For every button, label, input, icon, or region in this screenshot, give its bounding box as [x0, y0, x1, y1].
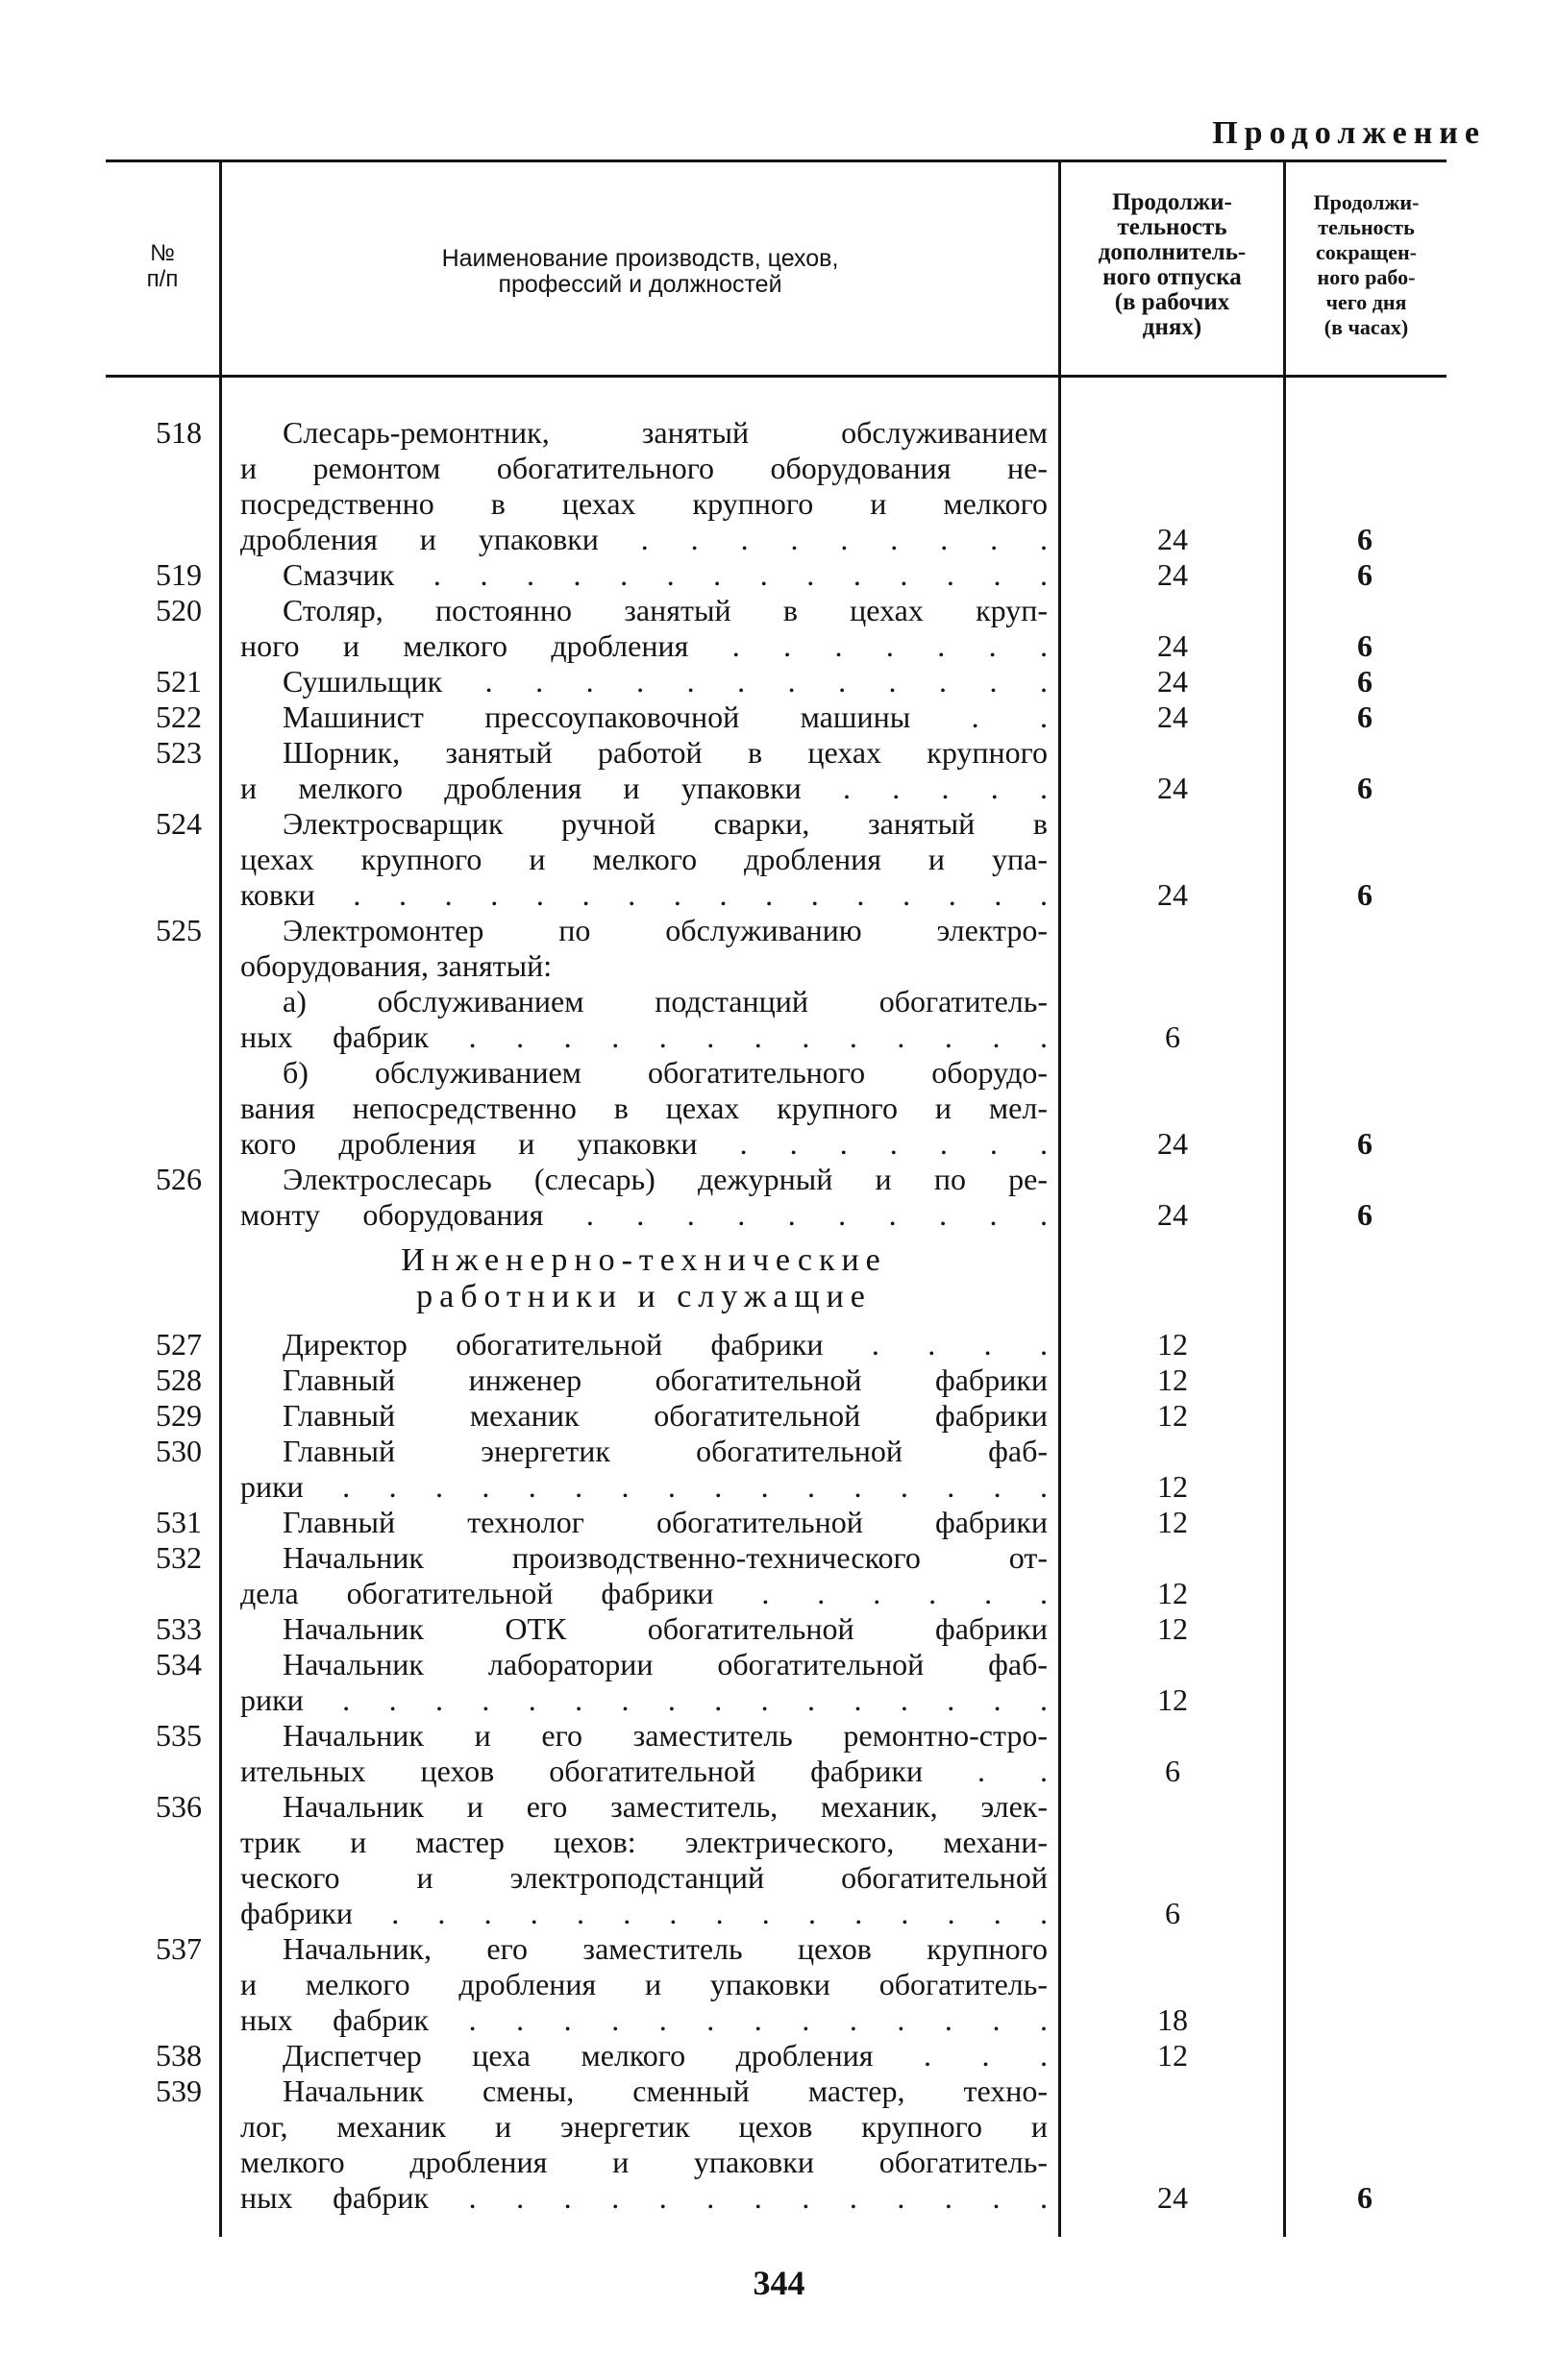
continuation-label: Продолжение [1212, 115, 1486, 151]
leave-days: 24 [1157, 628, 1188, 663]
description-line: Начальник производственно-технического от- [283, 1540, 1048, 1575]
description-line: Главный энергетик обогатительной фаб- [283, 1434, 1048, 1468]
description-line: Сушильщик . . . . . . . . . . . . [283, 664, 1048, 699]
row-number: 520 [156, 593, 202, 627]
row-description [240, 1162, 1048, 1233]
header-bottom-rule [106, 375, 1447, 378]
header-name-line: Наименование производств, цехов, [441, 245, 839, 272]
description-line: и мелкого дробления и упаковки обогатитель- [240, 1967, 1048, 2001]
description-line: Главный технолог обогатительной фабрики [283, 1505, 1048, 1539]
description-line: Электромонтер по обслуживанию электро- [283, 913, 1048, 947]
description-line: ных фабрик . . . . . . . . . . . . . [240, 2180, 1048, 2215]
section-heading: работники и служащие [416, 1279, 872, 1314]
row-number: 518 [156, 415, 202, 450]
header-day-line: Продолжи- [1313, 190, 1420, 214]
row-number: 528 [156, 1362, 202, 1397]
row-description [240, 2073, 1048, 2216]
description-line: ных фабрик . . . . . . . . . . . . . [240, 2002, 1048, 2037]
header-leave-line: тельность [1117, 214, 1227, 240]
row-number: 522 [156, 699, 202, 734]
leave-days: 12 [1157, 1611, 1188, 1646]
leave-days: 12 [1157, 1469, 1188, 1504]
description-line: рики . . . . . . . . . . . . . . . . [240, 1469, 1048, 1504]
description-line: и мелкого дробления и упаковки . . . . . [240, 771, 1048, 805]
description-line: Начальник ОТК обогатительной фабрики [283, 1611, 1048, 1646]
row-description [240, 735, 1048, 806]
leave-days: 12 [1157, 1398, 1188, 1433]
description-line: Начальник смены, сменный мастер, техно- [283, 2073, 1048, 2108]
header-day [1286, 190, 1447, 340]
description-line: трик и мастер цехов: электрического, механи- [240, 1825, 1048, 1859]
description-line: мелкого дробления и упаковки обогатитель- [240, 2145, 1048, 2179]
row-number: 521 [156, 664, 202, 699]
header-leave-line: днях) [1142, 314, 1202, 340]
header-name [222, 246, 1058, 298]
row-description [240, 593, 1048, 664]
header-top-rule [106, 159, 1447, 162]
leave-days: 24 [1157, 2180, 1188, 2215]
row-number: 539 [156, 2073, 202, 2108]
row-number: 529 [156, 1398, 202, 1433]
description-line: дробления и упаковки . . . . . . . . . [240, 522, 1048, 556]
shortened-day-hours: 6 [1357, 522, 1373, 556]
header-day-line: тельность [1318, 215, 1415, 239]
row-description [240, 984, 1048, 1055]
leave-days: 12 [1157, 2038, 1188, 2073]
leave-days: 24 [1157, 699, 1188, 734]
row-description [240, 913, 1048, 984]
leave-days: 12 [1157, 1362, 1188, 1397]
description-line: Главный механик обогатительной фабрики [283, 1398, 1048, 1433]
row-number: 534 [156, 1647, 202, 1681]
row-number: 525 [156, 913, 202, 947]
description-line: Электрослесарь (слесарь) дежурный и по ре- [283, 1162, 1048, 1196]
shortened-day-hours: 6 [1357, 2180, 1373, 2215]
leave-days: 24 [1157, 877, 1188, 912]
col-divider-3 [1283, 161, 1286, 2237]
header-day-line: чего дня [1325, 290, 1407, 314]
description-line: оборудования, занятый: [240, 948, 553, 983]
description-line: ческого и электроподстанций обогатительной [240, 1860, 1048, 1895]
header-leave-line: (в рабочих [1114, 289, 1230, 315]
leave-days: 24 [1157, 771, 1188, 805]
leave-days: 12 [1157, 1576, 1188, 1610]
description-line: Начальник и его заместитель ремонтно-стро- [283, 1718, 1048, 1753]
shortened-day-hours: 6 [1357, 699, 1373, 734]
description-line: цехах крупного и мелкого дробления и упа- [240, 842, 1048, 876]
header-day-line: сокращен- [1315, 240, 1417, 264]
shortened-day-hours: 6 [1357, 877, 1373, 912]
description-line: Электросварщик ручной сварки, занятый в [283, 806, 1048, 841]
description-line: Машинист прессоупаковочной машины . . [283, 699, 1048, 734]
description-line: ных фабрик . . . . . . . . . . . . . [240, 1019, 1048, 1054]
description-line: б) обслуживанием обогатительного оборудо- [283, 1055, 1048, 1090]
row-number: 535 [156, 1718, 202, 1753]
row-description [240, 699, 1048, 735]
leave-days: 24 [1157, 664, 1188, 699]
header-day-line: ного рабо- [1317, 265, 1416, 289]
header-leave-line: дополнитель- [1098, 239, 1247, 265]
description-line: вания непосредственно в цехах крупного и мел- [240, 1091, 1048, 1125]
leave-days: 24 [1157, 1197, 1188, 1232]
header-day-line: (в часах) [1323, 315, 1409, 339]
shortened-day-hours: 6 [1357, 771, 1373, 805]
description-line: Диспетчер цеха мелкого дробления . . . [283, 2038, 1048, 2073]
description-line: Шорник, занятый работой в цехах крупного [283, 735, 1048, 770]
description-line: Директор обогатительной фабрики . . . . [283, 1327, 1048, 1362]
row-number: 523 [156, 735, 202, 770]
header-leave [1061, 190, 1283, 340]
shortened-day-hours: 6 [1357, 557, 1373, 592]
row-description [240, 415, 1048, 557]
row-number: 532 [156, 1540, 202, 1575]
shortened-day-hours: 6 [1357, 664, 1373, 699]
description-line: ного и мелкого дробления . . . . . . . [240, 628, 1048, 663]
header-num-line: п/п [146, 266, 179, 292]
row-description [240, 1931, 1048, 2038]
header-name-line: профессий и должностей [498, 271, 782, 298]
row-number: 538 [156, 2038, 202, 2073]
description-line: лог, механик и энергетик цехов крупного и [240, 2109, 1048, 2144]
description-line: монту оборудования . . . . . . . . . . [240, 1197, 1048, 1232]
header-leave-line: ного отпуска [1102, 264, 1242, 290]
row-description [240, 664, 1048, 699]
description-line: Начальник и его заместитель, механик, элек- [283, 1789, 1048, 1824]
leave-days: 24 [1157, 522, 1188, 556]
row-description [240, 1327, 1048, 1362]
row-number: 530 [156, 1434, 202, 1468]
description-line: ительных цехов обогатительной фабрики . . [240, 1754, 1048, 1788]
row-number: 527 [156, 1327, 202, 1362]
description-line: Слесарь-ремонтник, занятый обслуживанием [283, 415, 1048, 450]
row-description [240, 1540, 1048, 1611]
row-number: 526 [156, 1162, 202, 1196]
leave-days: 6 [1165, 1754, 1180, 1788]
description-line: кого дробления и упаковки . . . . . . . [240, 1126, 1048, 1161]
description-line: Начальник лаборатории обогатительной фаб- [283, 1647, 1048, 1681]
description-line: Начальник, его заместитель цехов крупного [283, 1931, 1048, 1966]
shortened-day-hours: 6 [1357, 1126, 1373, 1161]
leave-days: 6 [1165, 1019, 1180, 1054]
row-description [240, 2038, 1048, 2073]
leave-days: 12 [1157, 1682, 1188, 1717]
header-leave-line: Продолжи- [1112, 189, 1232, 215]
row-number: 533 [156, 1611, 202, 1646]
row-number: 519 [156, 557, 202, 592]
leave-days: 12 [1157, 1505, 1188, 1539]
description-line: фабрики . . . . . . . . . . . . . . . [240, 1896, 1048, 1930]
row-description [240, 1718, 1048, 1789]
description-line: Столяр, постоянно занятый в цехах круп- [283, 593, 1048, 627]
leave-days: 24 [1157, 1126, 1188, 1161]
row-number: 537 [156, 1931, 202, 1966]
row-number: 531 [156, 1505, 202, 1539]
row-description [240, 1398, 1048, 1434]
leave-days: 18 [1157, 2002, 1188, 2037]
description-line: рики . . . . . . . . . . . . . . . . [240, 1682, 1048, 1717]
row-number: 524 [156, 806, 202, 841]
row-description [240, 557, 1048, 593]
shortened-day-hours: 6 [1357, 628, 1373, 663]
col-divider-2 [1058, 161, 1061, 2237]
row-description [240, 1789, 1048, 1931]
description-line: Главный инженер обогатительной фабрики [283, 1362, 1048, 1397]
col-divider-1 [219, 161, 222, 2237]
leave-days: 6 [1165, 1896, 1180, 1930]
row-number: 536 [156, 1789, 202, 1824]
shortened-day-hours: 6 [1357, 1197, 1373, 1232]
row-description [240, 1055, 1048, 1162]
leave-days: 12 [1157, 1327, 1188, 1362]
description-line: Смазчик . . . . . . . . . . . . . . [283, 557, 1048, 592]
row-description [240, 1434, 1048, 1505]
description-line: а) обслуживанием подстанций обогатитель- [283, 984, 1048, 1018]
row-description [240, 1611, 1048, 1647]
row-description [240, 1505, 1048, 1540]
description-line: посредственно в цехах крупного и мелкого [240, 486, 1048, 521]
description-line: дела обогатительной фабрики . . . . . . [240, 1576, 1048, 1610]
header-num-line: № [150, 240, 175, 266]
row-description [240, 1647, 1048, 1718]
page-number: 344 [753, 2264, 805, 2302]
header-num [106, 240, 219, 292]
description-line: ковки . . . . . . . . . . . . . . . . [240, 877, 1048, 912]
description-line: и ремонтом обогатительного оборудования не- [240, 451, 1048, 485]
row-description [240, 806, 1048, 913]
leave-days: 24 [1157, 557, 1188, 592]
row-description [240, 1362, 1048, 1398]
section-heading: Инженерно-технические [401, 1242, 887, 1278]
